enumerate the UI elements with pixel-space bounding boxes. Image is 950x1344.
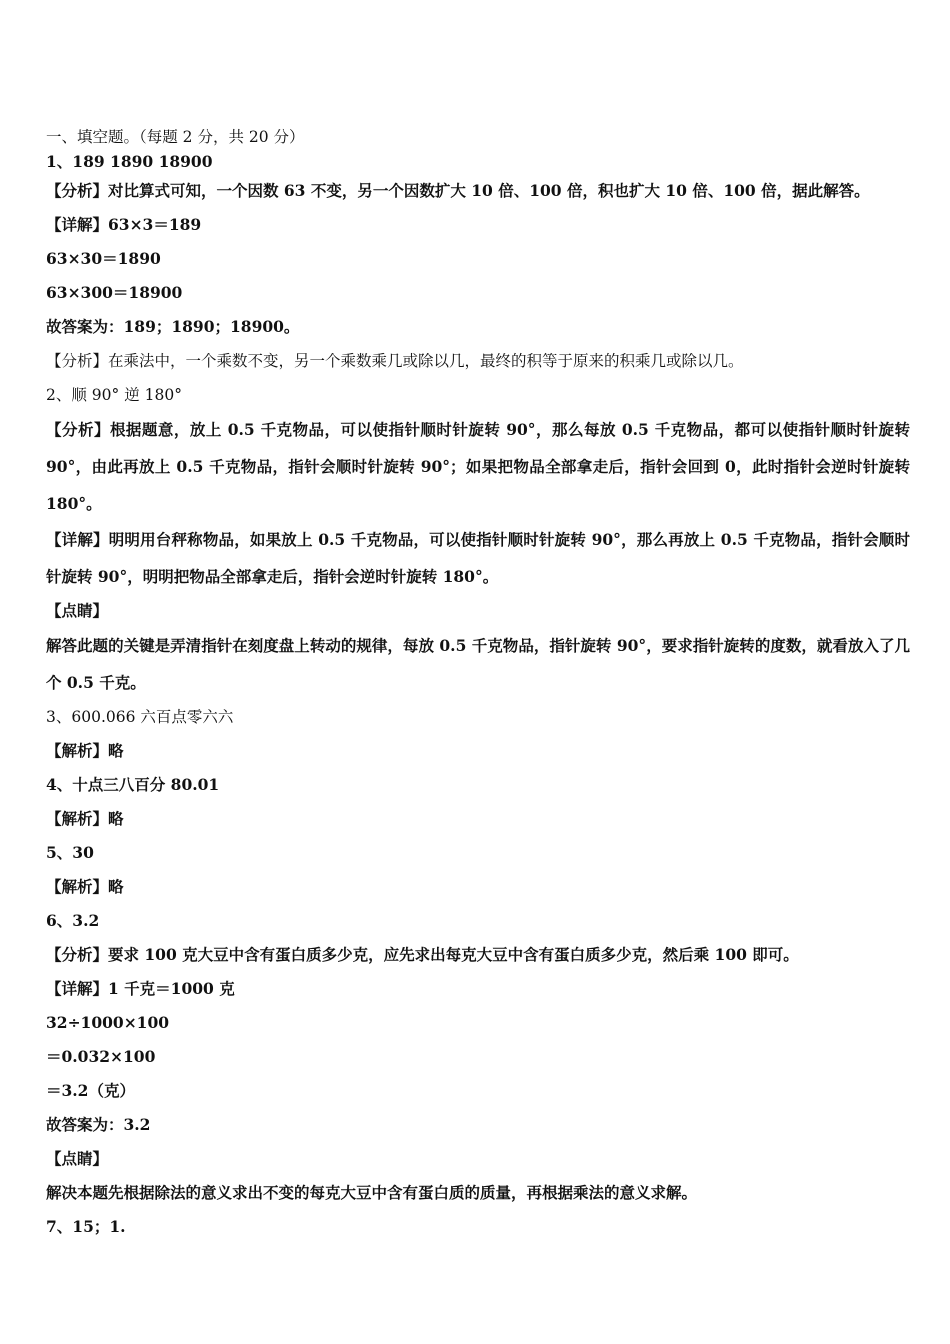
detail-6-line-3: ＝0.032×100 — [46, 1047, 156, 1066]
answer-6: 6、3.2 — [46, 911, 100, 930]
key-point-2-label: 【点睛】 — [46, 601, 109, 620]
section-heading: 一、填空题。（每题 2 分，共 20 分） — [46, 128, 305, 146]
detail-6-line-1: 【详解】1 千克＝1000 克 — [46, 979, 235, 998]
answer-summary-6: 故答案为：3.2 — [46, 1115, 151, 1134]
document-page — [46, 124, 910, 1244]
analysis-1: 【分析】对比算式可知，一个因数 63 不变，另一个因数扩大 10 倍、100 倍，积也扩大 10 倍、100 倍，据此解答。 — [46, 181, 870, 200]
key-point-6: 解决本题先根据除法的意义求出不变的每克大豆中含有蛋白质的质量，再根据乘法的意义求解。 — [46, 1183, 698, 1202]
explanation-4: 【解析】略 — [46, 809, 124, 828]
key-point-2: 解答此题的关键是弄清指针在刻度盘上转动的规律，每放 0.5 千克物品，指针旋转 90°，要求指针旋转的度数，就看放入了几个 0.5 千克。 — [46, 636, 910, 692]
answer-7: 7、15；1. — [46, 1217, 126, 1236]
detail-6-line-4: ＝3.2（克） — [46, 1081, 135, 1100]
answer-2: 2、顺 90° 逆 180° — [46, 386, 182, 404]
analysis-6: 【分析】要求 100 克大豆中含有蛋白质多少克，应先求出每克大豆中含有蛋白质多少克，然后乘 100 即可。 — [46, 945, 799, 964]
key-point-6-label: 【点睛】 — [46, 1149, 109, 1168]
analysis-2: 【分析】根据题意，放上 0.5 千克物品，可以使指针顺时针旋转 90°，那么每放 0.5 千克物品，都可以使指针顺时针旋转 90°，由此再放上 0.5 千克物品，指针会顺时针旋转 90°；如果把物品全部拿走后，指针会回到 0，此时指针会逆时针旋转 180°。 — [46, 420, 910, 513]
answer-4: 4、十点三八百分 80.01 — [46, 775, 220, 794]
analysis-1b: 【分析】在乘法中，一个乘数不变，另一个乘数乘几或除以几，最终的积等于原来的积乘几或除以几。 — [46, 352, 744, 370]
explanation-3: 【解析】略 — [46, 741, 124, 760]
detail-1-line-1: 【详解】63×3＝189 — [46, 215, 202, 234]
detail-1-line-2: 63×30＝1890 — [46, 249, 161, 268]
answer-1: 1、189 1890 18900 — [46, 152, 213, 171]
answer-summary-1: 故答案为：189；1890；18900。 — [46, 317, 300, 336]
answer-5: 5、30 — [46, 843, 94, 862]
explanation-5: 【解析】略 — [46, 877, 124, 896]
detail-6-line-2: 32÷1000×100 — [46, 1013, 170, 1032]
detail-1-line-3: 63×300＝18900 — [46, 283, 183, 302]
answer-3: 3、600.066 六百点零六六 — [46, 708, 234, 726]
detail-2: 【详解】明明用台秤称物品，如果放上 0.5 千克物品，可以使指针顺时针旋转 90°，那么再放上 0.5 千克物品，指针会顺时针旋转 90°，明明把物品全部拿走后，指针会逆时针旋转 180°。 — [46, 530, 910, 586]
